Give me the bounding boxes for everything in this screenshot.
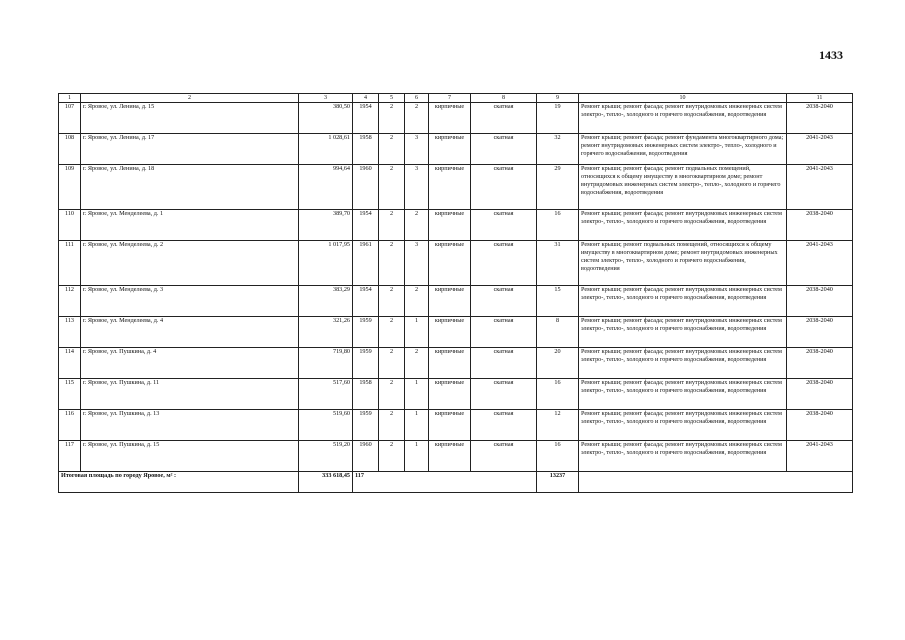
- works-cell: Ремонт крыши; ремонт фасада; ремонт внутридомовых инженерных систем электро-, тепло-, холодного и горячего водоснабжения, водоотведения: [579, 348, 787, 379]
- year-cell: 1954: [353, 210, 379, 241]
- flats-cell: 16: [537, 441, 579, 472]
- entrances-cell: 1: [405, 379, 429, 410]
- column-number: 6: [405, 94, 429, 103]
- year-cell: 1960: [353, 441, 379, 472]
- floors-cell: 2: [379, 379, 405, 410]
- period-cell: 2038-2040: [787, 103, 853, 134]
- table-row: [59, 317, 853, 348]
- column-number: 5: [379, 94, 405, 103]
- works-cell: Ремонт крыши; ремонт фасада; ремонт подвальных помещений, относящихся к общему имуществу в многоквартирном доме; ремонт внутридомовых инженерных систем электро-, тепло-, холодного и горячего водоснабжения, водоотведения: [579, 165, 787, 210]
- row-number: 111: [59, 241, 81, 286]
- column-number: 4: [353, 94, 379, 103]
- year-cell: 1958: [353, 379, 379, 410]
- area-cell: 519,20: [299, 441, 353, 472]
- works-cell: Ремонт крыши; ремонт фасада; ремонт внутридомовых инженерных систем электро-, тепло-, холодного и горячего водоснабжения, водоотведения: [579, 103, 787, 134]
- floors-cell: 2: [379, 410, 405, 441]
- roof-type-cell: скатная: [471, 286, 537, 317]
- flats-cell: 16: [537, 379, 579, 410]
- total-empty: [579, 472, 853, 493]
- entrances-cell: 1: [405, 317, 429, 348]
- area-cell: 1 017,95: [299, 241, 353, 286]
- flats-cell: 19: [537, 103, 579, 134]
- table-row: [59, 379, 853, 410]
- total-area: 333 618,45: [299, 472, 353, 493]
- table-row: [59, 410, 853, 441]
- flats-cell: 31: [537, 241, 579, 286]
- table-row: [59, 134, 853, 165]
- period-cell: 2038-2040: [787, 410, 853, 441]
- column-number: 9: [537, 94, 579, 103]
- floors-cell: 2: [379, 134, 405, 165]
- floors-cell: 2: [379, 317, 405, 348]
- table-row: [59, 241, 853, 286]
- floors-cell: 2: [379, 441, 405, 472]
- row-number: 109: [59, 165, 81, 210]
- year-cell: 1959: [353, 410, 379, 441]
- flats-cell: 8: [537, 317, 579, 348]
- address-cell: г. Яровое, ул. Менделеева, д. 3: [81, 286, 299, 317]
- wall-material-cell: кирпичные: [429, 441, 471, 472]
- row-number: 110: [59, 210, 81, 241]
- table-row: [59, 165, 853, 210]
- period-cell: 2041-2043: [787, 241, 853, 286]
- row-number: 108: [59, 134, 81, 165]
- period-cell: 2038-2040: [787, 317, 853, 348]
- address-cell: г. Яровое, ул. Пушкина, д. 13: [81, 410, 299, 441]
- address-cell: г. Яровое, ул. Пушкина, д. 4: [81, 348, 299, 379]
- total-flats: 13237: [537, 472, 579, 493]
- column-number: 11: [787, 94, 853, 103]
- area-cell: 994,64: [299, 165, 353, 210]
- table-row: [59, 103, 853, 134]
- period-cell: 2038-2040: [787, 379, 853, 410]
- flats-cell: 12: [537, 410, 579, 441]
- wall-material-cell: кирпичные: [429, 317, 471, 348]
- works-cell: Ремонт крыши; ремонт фасада; ремонт внутридомовых инженерных систем электро-, тепло-, холодного и горячего водоснабжения, водоотведения: [579, 286, 787, 317]
- area-cell: 321,26: [299, 317, 353, 348]
- column-number: 10: [579, 94, 787, 103]
- total-buildings: 117: [353, 472, 537, 493]
- area-cell: 380,50: [299, 103, 353, 134]
- year-cell: 1961: [353, 241, 379, 286]
- works-cell: Ремонт крыши; ремонт фасада; ремонт внутридомовых инженерных систем электро-, тепло-, холодного и горячего водоснабжения, водоотведения: [579, 210, 787, 241]
- floors-cell: 2: [379, 165, 405, 210]
- period-cell: 2041-2043: [787, 441, 853, 472]
- entrances-cell: 3: [405, 165, 429, 210]
- works-cell: Ремонт крыши; ремонт фасада; ремонт фундамента многоквартирного дома; ремонт внутридомовых инженерных систем электро-, тепло-, холодного и горячего водоснабжения, водоотведения: [579, 134, 787, 165]
- entrances-cell: 2: [405, 348, 429, 379]
- wall-material-cell: кирпичные: [429, 241, 471, 286]
- period-cell: 2038-2040: [787, 348, 853, 379]
- wall-material-cell: кирпичные: [429, 286, 471, 317]
- flats-cell: 16: [537, 210, 579, 241]
- area-cell: 517,60: [299, 379, 353, 410]
- row-number: 117: [59, 441, 81, 472]
- area-cell: 719,80: [299, 348, 353, 379]
- year-cell: 1959: [353, 317, 379, 348]
- entrances-cell: 1: [405, 441, 429, 472]
- table-row: [59, 286, 853, 317]
- roof-type-cell: скатная: [471, 103, 537, 134]
- entrances-cell: 3: [405, 241, 429, 286]
- wall-material-cell: кирпичные: [429, 103, 471, 134]
- entrances-cell: 1: [405, 410, 429, 441]
- roof-type-cell: скатная: [471, 379, 537, 410]
- address-cell: г. Яровое, ул. Ленина, д. 17: [81, 134, 299, 165]
- column-number: 1: [59, 94, 81, 103]
- total-label: Итоговая площадь по городу Яровое, м² :: [59, 472, 299, 493]
- wall-material-cell: кирпичные: [429, 379, 471, 410]
- works-cell: Ремонт крыши; ремонт фасада; ремонт внутридомовых инженерных систем электро-, тепло-, холодного и горячего водоснабжения, водоотведения: [579, 317, 787, 348]
- address-cell: г. Яровое, ул. Пушкина, д. 11: [81, 379, 299, 410]
- roof-type-cell: скатная: [471, 441, 537, 472]
- column-number: 2: [81, 94, 299, 103]
- page-number: 1433: [819, 48, 843, 62]
- roof-type-cell: скатная: [471, 165, 537, 210]
- wall-material-cell: кирпичные: [429, 165, 471, 210]
- row-number: 114: [59, 348, 81, 379]
- address-cell: г. Яровое, ул. Ленина, д. 15: [81, 103, 299, 134]
- wall-material-cell: кирпичные: [429, 210, 471, 241]
- column-number: 7: [429, 94, 471, 103]
- roof-type-cell: скатная: [471, 348, 537, 379]
- flats-cell: 29: [537, 165, 579, 210]
- wall-material-cell: кирпичные: [429, 134, 471, 165]
- row-number: 113: [59, 317, 81, 348]
- address-cell: г. Яровое, ул. Ленина, д. 18: [81, 165, 299, 210]
- address-cell: г. Яровое, ул. Менделеева, д. 2: [81, 241, 299, 286]
- floors-cell: 2: [379, 241, 405, 286]
- column-number-row: [59, 94, 853, 103]
- period-cell: 2041-2043: [787, 165, 853, 210]
- floors-cell: 2: [379, 286, 405, 317]
- flats-cell: 15: [537, 286, 579, 317]
- works-cell: Ремонт крыши; ремонт фасада; ремонт внутридомовых инженерных систем электро-, тепло-, холодного и горячего водоснабжения, водоотведения: [579, 410, 787, 441]
- period-cell: 2038-2040: [787, 286, 853, 317]
- table-row: [59, 441, 853, 472]
- column-number: 8: [471, 94, 537, 103]
- row-number: 107: [59, 103, 81, 134]
- address-cell: г. Яровое, ул. Менделеева, д. 4: [81, 317, 299, 348]
- wall-material-cell: кирпичные: [429, 348, 471, 379]
- period-cell: 2041-2043: [787, 134, 853, 165]
- wall-material-cell: кирпичные: [429, 410, 471, 441]
- floors-cell: 2: [379, 348, 405, 379]
- entrances-cell: 3: [405, 134, 429, 165]
- table-row: [59, 210, 853, 241]
- total-row: [59, 472, 853, 493]
- row-number: 116: [59, 410, 81, 441]
- address-cell: г. Яровое, ул. Пушкина, д. 15: [81, 441, 299, 472]
- table-row: [59, 348, 853, 379]
- entrances-cell: 2: [405, 210, 429, 241]
- roof-type-cell: скатная: [471, 317, 537, 348]
- year-cell: 1960: [353, 165, 379, 210]
- year-cell: 1959: [353, 348, 379, 379]
- period-cell: 2038-2040: [787, 210, 853, 241]
- entrances-cell: 2: [405, 286, 429, 317]
- roof-type-cell: скатная: [471, 210, 537, 241]
- area-cell: 383,29: [299, 286, 353, 317]
- housing-table: [58, 93, 853, 493]
- works-cell: Ремонт крыши; ремонт подвальных помещений, относящихся к общему имуществу в многоквартирном доме; ремонт внутридомовых инженерных систем электро-, тепло-, холодного и горячего водоснабжения, водоотведения: [579, 241, 787, 286]
- roof-type-cell: скатная: [471, 241, 537, 286]
- floors-cell: 2: [379, 103, 405, 134]
- year-cell: 1958: [353, 134, 379, 165]
- column-number: 3: [299, 94, 353, 103]
- roof-type-cell: скатная: [471, 134, 537, 165]
- flats-cell: 32: [537, 134, 579, 165]
- row-number: 112: [59, 286, 81, 317]
- row-number: 115: [59, 379, 81, 410]
- year-cell: 1954: [353, 103, 379, 134]
- entrances-cell: 2: [405, 103, 429, 134]
- floors-cell: 2: [379, 210, 405, 241]
- address-cell: г. Яровое, ул. Менделеева, д. 1: [81, 210, 299, 241]
- works-cell: Ремонт крыши; ремонт фасада; ремонт внутридомовых инженерных систем электро-, тепло-, холодного и горячего водоснабжения, водоотведения: [579, 441, 787, 472]
- area-cell: 519,60: [299, 410, 353, 441]
- area-cell: 389,70: [299, 210, 353, 241]
- year-cell: 1954: [353, 286, 379, 317]
- flats-cell: 20: [537, 348, 579, 379]
- roof-type-cell: скатная: [471, 410, 537, 441]
- works-cell: Ремонт крыши; ремонт фасада; ремонт внутридомовых инженерных систем электро-, тепло-, холодного и горячего водоснабжения, водоотведения: [579, 379, 787, 410]
- area-cell: 1 028,61: [299, 134, 353, 165]
